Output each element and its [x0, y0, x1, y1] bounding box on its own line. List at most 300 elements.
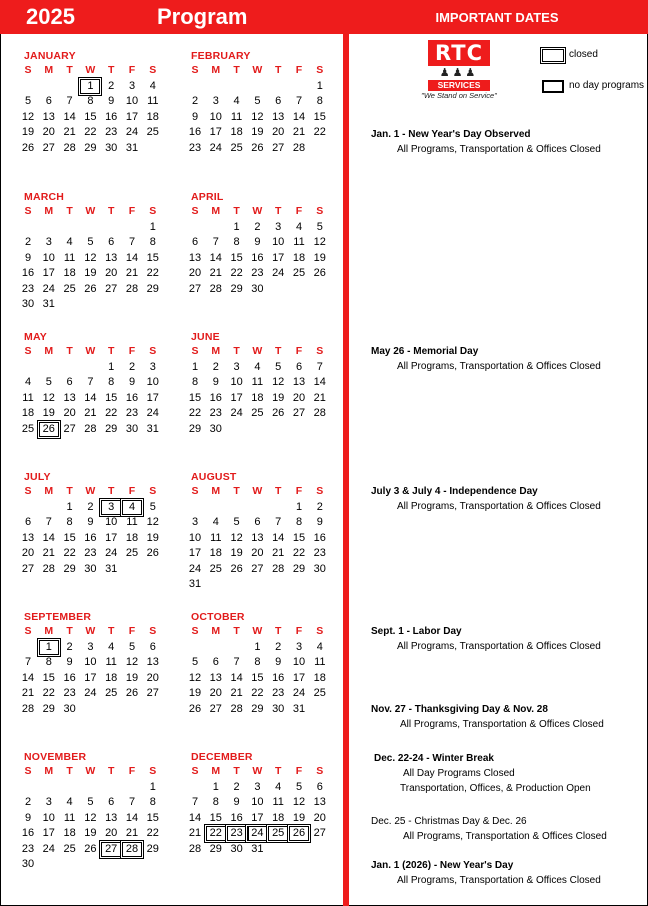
week-row — [188, 686, 341, 702]
weekday-label: S — [191, 625, 199, 637]
day-cell: 15 — [313, 110, 326, 123]
day-cell: 28 — [188, 842, 202, 855]
month-name: NOVEMBER — [24, 751, 87, 763]
weekday-header — [191, 484, 341, 500]
weekday-label: T — [66, 205, 73, 217]
day-cell: 3 — [87, 640, 94, 653]
day-cell: 26 — [230, 562, 243, 575]
day-cell: 6 — [149, 640, 156, 653]
weekday-header — [24, 344, 174, 360]
weekday-label: T — [233, 765, 240, 777]
day-cell: 19 — [42, 407, 55, 419]
day-cell: 14 — [272, 531, 285, 544]
day-cell: 13 — [21, 531, 35, 544]
day-cell: 1 — [254, 640, 261, 653]
weekday-label: M — [211, 64, 221, 76]
week-row — [188, 842, 341, 858]
day-cell-closed: 23 — [228, 827, 246, 840]
event-item — [371, 484, 601, 514]
day-cell: 14 — [125, 811, 139, 824]
weekday-label: W — [252, 345, 263, 357]
day-cell: 10 — [230, 376, 243, 388]
day-cell: 21 — [125, 267, 139, 279]
month-august — [188, 471, 341, 593]
day-cell: 29 — [251, 702, 264, 715]
day-cell: 13 — [209, 671, 222, 684]
day-cell: 18 — [313, 671, 326, 684]
day-cell: 1 — [295, 500, 303, 513]
event-detail: All Programs, Transportation & Offices Closed — [397, 501, 601, 512]
day-cell: 31 — [105, 562, 118, 575]
day-cell: 24 — [146, 407, 159, 419]
day-cell: 22 — [188, 407, 202, 419]
event-item — [371, 814, 607, 844]
day-cell: 10 — [209, 110, 222, 123]
day-cell: 18 — [105, 671, 118, 684]
week-row — [21, 297, 174, 313]
day-cell: 30 — [105, 141, 118, 154]
weekday-header — [24, 484, 174, 500]
week-row — [24, 220, 174, 236]
month-april — [188, 191, 341, 297]
day-cell: 9 — [233, 796, 240, 808]
weekday-header — [191, 764, 341, 780]
day-cell: 10 — [125, 95, 139, 107]
header-year: 2025 — [26, 4, 75, 29]
day-cell: 22 — [42, 687, 55, 699]
day-cell: 26 — [84, 282, 97, 295]
day-cell: 9 — [191, 110, 199, 123]
day-cell: 29 — [42, 702, 55, 715]
day-cell-closed: 22 — [207, 827, 225, 840]
day-cell: 25 — [125, 547, 139, 559]
month-name: MARCH — [24, 191, 65, 203]
day-cell: 16 — [313, 531, 326, 544]
event-item — [371, 127, 601, 157]
logo-services-text: SERVICES — [428, 80, 490, 91]
week-row — [191, 500, 341, 516]
weekday-label: S — [191, 205, 199, 217]
week-row — [191, 79, 341, 95]
day-cell: 4 — [149, 79, 156, 92]
day-cell: 28 — [42, 562, 55, 575]
day-cell: 16 — [251, 251, 264, 264]
day-cell: 10 — [188, 531, 202, 544]
day-cell: 6 — [66, 376, 73, 388]
day-cell: 18 — [125, 531, 139, 544]
day-cell: 23 — [105, 126, 118, 138]
day-cell: 16 — [125, 391, 139, 404]
month-february — [188, 50, 341, 156]
weekday-label: F — [128, 765, 136, 777]
day-cell: 11 — [230, 110, 243, 123]
weekday-label: T — [107, 205, 115, 217]
weekday-label: M — [44, 205, 54, 217]
day-cell: 21 — [292, 126, 306, 138]
week-row — [24, 655, 174, 671]
weekday-label: M — [44, 345, 54, 357]
month-march — [21, 191, 174, 313]
day-cell: 24 — [42, 282, 55, 295]
day-cell: 21 — [230, 687, 243, 699]
day-cell: 8 — [191, 376, 199, 388]
day-cell: 23 — [84, 547, 97, 559]
day-cell: 11 — [22, 391, 34, 404]
day-cell: 12 — [230, 531, 243, 544]
weekday-label: W — [85, 625, 96, 637]
day-cell: 25 — [313, 687, 326, 699]
week-row — [188, 422, 341, 438]
day-cell: 21 — [84, 407, 97, 419]
day-cell: 11 — [272, 796, 284, 808]
day-cell: 30 — [313, 562, 326, 575]
day-cell: 14 — [292, 110, 306, 123]
week-row — [191, 360, 341, 376]
day-cell: 16 — [84, 531, 97, 544]
day-cell: 23 — [21, 842, 35, 855]
day-cell: 5 — [24, 95, 32, 107]
day-cell: 17 — [42, 827, 55, 839]
week-row — [24, 94, 174, 110]
day-cell: 28 — [313, 407, 326, 419]
week-row — [188, 826, 341, 842]
event-title: Nov. 27 - Thanksgiving Day & Nov. 28 — [371, 704, 548, 715]
day-cell: 30 — [272, 702, 285, 715]
week-row — [188, 266, 341, 282]
month-name: DECEMBER — [191, 751, 253, 763]
day-cell: 2 — [128, 360, 136, 373]
day-cell: 8 — [295, 516, 303, 528]
event-detail: Transportation, Offices, & Production Open — [400, 783, 591, 794]
day-cell: 27 — [313, 827, 326, 839]
day-cell-closed: 28 — [123, 843, 141, 856]
weekday-label: T — [107, 345, 115, 357]
event-detail: All Programs, Transportation & Offices Closed — [397, 144, 601, 155]
day-cell-closed: 27 — [102, 843, 120, 856]
weekday-label: S — [191, 345, 199, 357]
day-cell: 28 — [63, 141, 76, 154]
day-cell: 18 — [21, 407, 35, 419]
day-cell: 17 — [272, 251, 285, 264]
day-cell: 12 — [188, 671, 202, 684]
day-cell: 17 — [292, 671, 306, 684]
event-title: July 3 & July 4 - Independence Day — [371, 486, 538, 497]
weekday-label: W — [85, 765, 96, 777]
week-row — [24, 780, 174, 796]
day-cell-closed: 3 — [102, 501, 120, 514]
day-cell: 4 — [212, 516, 219, 528]
month-name: SEPTEMBER — [24, 611, 92, 623]
event-detail: All Programs, Transportation & Offices Closed — [403, 831, 607, 842]
day-cell: 18 — [63, 827, 76, 839]
weekday-label: W — [85, 345, 96, 357]
day-cell: 14 — [188, 811, 202, 824]
weekday-label: T — [274, 345, 282, 357]
weekday-label: M — [211, 345, 221, 357]
week-row — [21, 406, 174, 422]
week-row — [24, 375, 174, 391]
column-divider — [343, 34, 349, 906]
day-cell: 21 — [188, 827, 202, 839]
day-cell: 19 — [292, 811, 306, 824]
day-cell: 22 — [251, 687, 264, 699]
day-cell: 1 — [149, 220, 156, 233]
day-cell: 13 — [313, 796, 326, 808]
event-detail: All Programs, Transportation & Offices Closed — [400, 719, 604, 730]
day-cell: 22 — [84, 126, 97, 138]
day-cell: 30 — [125, 422, 139, 435]
day-cell: 25 — [146, 126, 159, 138]
day-cell: 20 — [292, 391, 306, 404]
day-cell-closed: 26 — [290, 827, 308, 840]
day-cell: 20 — [146, 671, 159, 684]
day-cell: 27 — [146, 687, 159, 699]
day-cell: 14 — [42, 531, 55, 544]
day-cell: 11 — [314, 656, 326, 668]
day-cell: 2 — [191, 95, 199, 107]
day-cell: 4 — [233, 95, 240, 107]
day-cell: 3 — [191, 516, 199, 528]
day-cell: 9 — [128, 376, 136, 388]
day-cell: 12 — [21, 110, 35, 123]
event-item — [371, 344, 601, 374]
day-cell: 30 — [209, 422, 222, 435]
weekday-label: W — [252, 64, 263, 76]
day-cell: 19 — [188, 687, 202, 699]
week-row — [188, 811, 341, 827]
day-cell-closed: 1 — [81, 80, 99, 93]
day-cell: 13 — [188, 251, 202, 264]
week-row — [24, 500, 174, 516]
day-cell: 26 — [188, 702, 202, 715]
week-row — [21, 422, 174, 438]
day-cell: 16 — [105, 110, 118, 123]
day-cell: 7 — [128, 236, 136, 248]
day-cell: 5 — [275, 360, 282, 373]
day-cell: 24 — [125, 126, 139, 138]
weekday-label: M — [211, 205, 221, 217]
weekday-label: S — [149, 765, 157, 777]
weekday-label: T — [233, 485, 240, 497]
day-cell: 2 — [233, 780, 240, 793]
day-cell: 30 — [251, 282, 264, 295]
weekday-label: T — [274, 205, 282, 217]
day-cell: 4 — [66, 796, 73, 808]
week-row — [24, 251, 174, 267]
day-cell: 18 — [209, 547, 222, 559]
weekday-label: M — [44, 64, 54, 76]
month-name: JANUARY — [24, 50, 76, 62]
event-item — [371, 858, 601, 888]
day-cell: 2 — [66, 640, 73, 653]
day-cell: 15 — [105, 391, 118, 404]
day-cell: 4 — [275, 780, 282, 793]
day-cell: 22 — [313, 126, 326, 138]
week-row — [21, 826, 174, 842]
weekday-label: M — [44, 625, 54, 637]
day-cell: 29 — [230, 282, 243, 295]
weekday-label: T — [233, 205, 240, 217]
day-cell-closed: 4 — [123, 501, 141, 514]
month-july — [21, 471, 174, 577]
day-cell: 30 — [21, 298, 35, 310]
week-row — [21, 842, 174, 858]
day-cell: 25 — [105, 687, 118, 699]
day-cell: 1 — [191, 360, 199, 373]
day-cell: 3 — [212, 95, 219, 107]
week-row — [21, 141, 174, 157]
day-cell: 4 — [24, 376, 32, 388]
day-cell: 28 — [125, 282, 139, 295]
day-cell: 12 — [146, 516, 159, 528]
week-row — [188, 391, 341, 407]
day-cell-closed: 1 — [40, 641, 58, 654]
day-cell: 24 — [292, 687, 306, 699]
day-cell: 11 — [210, 531, 222, 544]
day-cell: 13 — [42, 110, 55, 123]
week-row — [21, 110, 174, 126]
month-june — [188, 331, 341, 437]
day-cell: 19 — [272, 391, 285, 404]
day-cell: 18 — [230, 126, 243, 138]
weekday-label: S — [191, 485, 199, 497]
day-cell: 15 — [146, 811, 159, 824]
day-cell: 16 — [272, 671, 285, 684]
day-cell: 29 — [84, 141, 97, 154]
day-cell: 7 — [24, 656, 32, 668]
day-cell: 29 — [292, 562, 306, 575]
day-cell: 10 — [292, 656, 306, 668]
weekday-label: T — [107, 64, 115, 76]
weekday-label: T — [274, 625, 282, 637]
day-cell: 26 — [84, 842, 97, 855]
day-cell: 17 — [84, 671, 97, 684]
day-cell-closed: 26 — [40, 423, 58, 436]
legend-no-day-box — [542, 80, 564, 93]
weekday-header — [24, 204, 174, 220]
day-cell: 27 — [251, 562, 264, 575]
day-cell: 8 — [149, 796, 156, 808]
month-may — [21, 331, 174, 437]
day-cell: 12 — [313, 236, 326, 248]
day-cell: 16 — [21, 827, 35, 839]
day-cell: 4 — [295, 220, 303, 233]
day-cell: 3 — [149, 360, 156, 373]
day-cell: 1 — [316, 79, 323, 92]
day-cell: 5 — [316, 220, 323, 233]
week-row — [191, 655, 341, 671]
day-cell: 22 — [292, 547, 306, 559]
day-cell: 24 — [42, 842, 55, 855]
day-cell: 27 — [21, 562, 35, 575]
day-cell: 18 — [146, 110, 159, 123]
day-cell: 31 — [146, 422, 159, 435]
weekday-label: S — [316, 765, 324, 777]
day-cell: 31 — [292, 702, 306, 715]
day-cell: 19 — [313, 251, 326, 264]
day-cell: 9 — [87, 516, 94, 528]
week-row — [21, 266, 174, 282]
week-row — [191, 110, 341, 126]
week-row — [188, 546, 341, 562]
day-cell: 26 — [125, 687, 139, 699]
weekday-label: F — [295, 345, 303, 357]
day-cell: 30 — [21, 858, 35, 870]
day-cell: 17 — [209, 126, 222, 138]
week-row — [191, 640, 341, 656]
day-cell-closed: 25 — [269, 827, 287, 840]
day-cell: 29 — [188, 422, 202, 435]
legend-closed-label: closed — [569, 49, 598, 60]
day-cell: 29 — [209, 842, 222, 855]
day-cell: 3 — [254, 780, 261, 793]
day-cell: 19 — [84, 267, 97, 279]
day-cell: 29 — [146, 842, 159, 855]
month-november — [21, 751, 174, 873]
weekday-label: W — [252, 205, 263, 217]
day-cell: 25 — [251, 407, 264, 419]
day-cell: 7 — [45, 516, 52, 528]
day-cell: 11 — [63, 811, 76, 824]
day-cell: 8 — [45, 656, 52, 668]
day-cell: 11 — [63, 251, 76, 264]
day-cell: 14 — [125, 251, 139, 264]
week-row — [24, 795, 174, 811]
day-cell: 14 — [209, 251, 222, 264]
day-cell: 3 — [233, 360, 240, 373]
week-row — [21, 686, 174, 702]
week-row — [21, 531, 174, 547]
month-name: AUGUST — [191, 471, 237, 483]
day-cell: 10 — [42, 811, 55, 824]
day-cell: 22 — [105, 407, 118, 419]
weekday-label: S — [24, 765, 32, 777]
weekday-label: M — [211, 625, 221, 637]
weekday-label: S — [149, 205, 157, 217]
day-cell: 2 — [254, 220, 261, 233]
week-row — [24, 515, 174, 531]
week-row — [24, 79, 174, 95]
weekday-label: F — [295, 485, 303, 497]
weekday-label: S — [149, 345, 157, 357]
header-bar — [0, 0, 648, 34]
day-cell: 16 — [63, 671, 76, 684]
day-cell: 25 — [209, 562, 222, 575]
weekday-label: F — [128, 64, 136, 76]
day-cell: 27 — [105, 282, 118, 295]
day-cell: 17 — [230, 391, 243, 404]
day-cell: 19 — [230, 547, 243, 559]
weekday-label: T — [66, 765, 73, 777]
weekday-label: T — [274, 485, 282, 497]
day-cell: 5 — [45, 376, 52, 388]
day-cell: 7 — [87, 376, 94, 388]
week-row — [188, 671, 341, 687]
month-name: FEBRUARY — [191, 50, 251, 62]
week-row — [21, 857, 174, 873]
weekday-label: T — [233, 64, 240, 76]
day-cell: 9 — [24, 811, 32, 824]
weekday-label: T — [66, 625, 73, 637]
month-january — [21, 50, 174, 156]
day-cell: 27 — [272, 141, 285, 154]
day-cell: 5 — [149, 500, 156, 513]
weekday-label: F — [128, 345, 136, 357]
weekday-label: T — [66, 485, 73, 497]
day-cell: 20 — [272, 126, 285, 138]
weekday-label: S — [24, 205, 32, 217]
day-cell: 9 — [212, 376, 219, 388]
